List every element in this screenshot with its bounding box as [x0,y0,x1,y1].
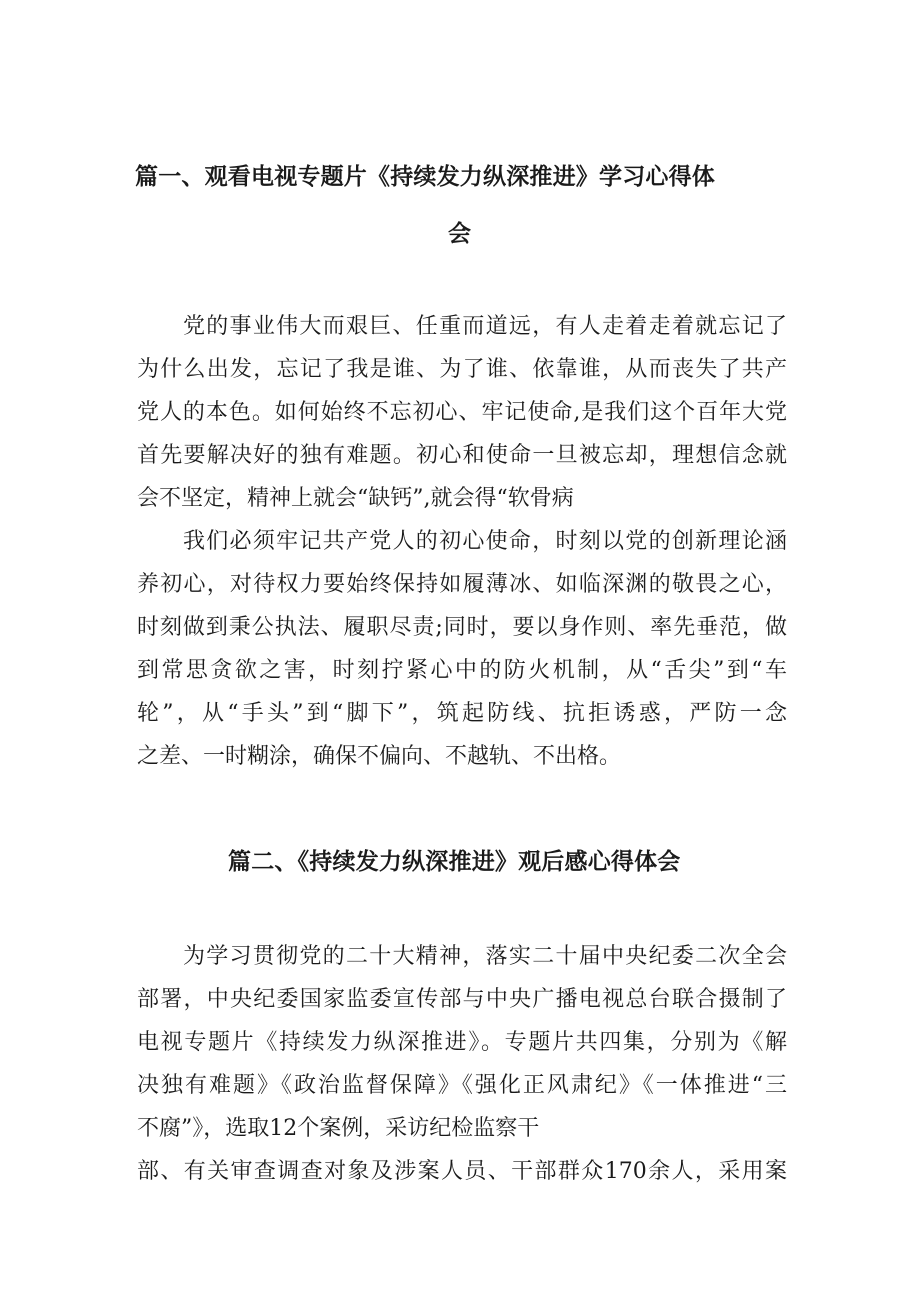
s2p1-line-3: 电视专题片《持续发力纵深推进》。专题片共四集，分别为《解 [137,1030,787,1055]
s1p1-line-2: 为什么出发，忘记了我是谁、为了谁、依靠谁，从而丧失了共产 [137,357,787,382]
s1p1-line-4: 首先要解决好的独有难题。初心和使命一旦被忘却，理想信念就 [137,443,787,468]
s2p1-line-2: 部署，中央纪委国家监委宣传部与中央广播电视总台联合摄制了 [137,987,787,1012]
s2p1-line-5: 不腐”》，选取12个案例，采访纪检监察干 [137,1116,540,1141]
s1p2-line-1: 我们必须牢记共产党人的初心使命，时刻以党的创新理论涵 [183,529,787,554]
s1p2-line-3: 时刻做到秉公执法、履职尽责;同时，要以身作则、率先垂范，做 [137,615,787,640]
s1p1-line-5: 会不坚定，精神上就会“缺钙”,就会得“软骨病 [137,486,574,511]
s1p1-line-1: 党的事业伟大而艰巨、任重而道远，有人走着走着就忘记了 [183,314,787,339]
s1p2-line-2: 养初心，对待权力要始终保持如履薄冰、如临深渊的敬畏之心， [137,572,787,597]
s1p1-line-3: 党人的本色。如何始终不忘初心、牢记使命,是我们这个百年大党 [137,400,787,425]
s1p2-line-6: 之差、一时糊涂，确保不偏向、不越轨、不出格。 [137,744,622,769]
section2-title: 篇二、《持续发力纵深推进》观后感心得体会 [228,849,681,875]
section1-title-line1: 篇一、观看电视专题片《持续发力纵深推进》学习心得体 [135,164,715,190]
section1-title-line2: 会 [448,221,472,247]
s2p1-line-6: 部、有关审查调查对象及涉案人员、干部群众170余人，采用案 [137,1159,787,1184]
s2p1-line-1: 为学习贯彻党的二十大精神，落实二十届中央纪委二次全会 [183,944,787,969]
s1p2-line-5: 轮”，从“手头”到“脚下”，筑起防线、抗拒诱惑，严防一念 [137,701,787,726]
s1p2-line-4: 到常思贪欲之害，时刻拧紧心中的防火机制，从“舌尖”到“车 [137,658,787,683]
s2p1-line-4: 决独有难题》《政治监督保障》《强化正风肃纪》《一体推进“三 [137,1073,787,1098]
